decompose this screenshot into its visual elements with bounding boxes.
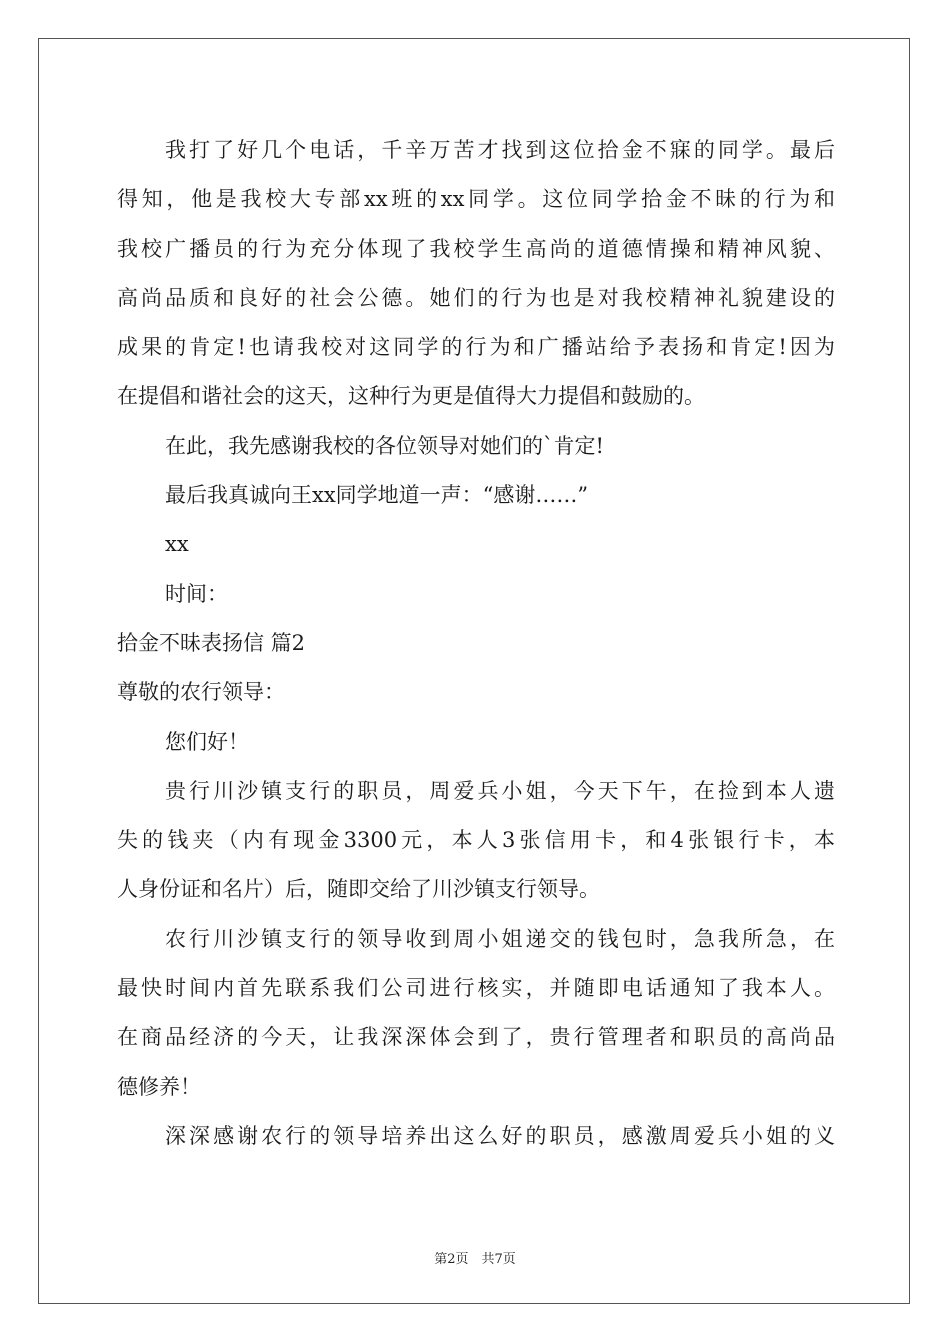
text-line: 农行川沙镇支行的领导收到周小姐递交的钱包时，急我所急，在 xyxy=(165,926,835,951)
text-line: 成果的肯定!也请我校对这同学的行为和广播站给予表扬和肯定!因为 xyxy=(117,335,835,360)
text-line: 拾金不昧表扬信 篇2 xyxy=(117,630,306,655)
text-line: 时间： xyxy=(165,581,228,606)
text-line: 在提倡和谐社会的这天，这种行为更是值得大力提倡和鼓励的。 xyxy=(117,384,705,409)
text-line: 在此，我先感谢我校的各位领导对她们的`肯定! xyxy=(165,433,604,458)
page-footer: 第2页 共7页 xyxy=(434,1252,516,1267)
text-line: 人身份证和名片）后，随即交给了川沙镇支行领导。 xyxy=(117,877,600,902)
text-line: 德修养！ xyxy=(117,1074,201,1099)
text-line: xx xyxy=(165,532,189,557)
document-body xyxy=(117,126,835,1161)
text-line: 最快时间内首先联系我们公司进行核实，并随即电话通知了我本人。 xyxy=(117,976,835,1001)
text-line: 得知，他是我校大专部xx班的xx同学。这位同学拾金不昧的行为和 xyxy=(117,187,835,212)
text-line: 我打了好几个电话，千辛万苦才找到这位拾金不寐的同学。最后 xyxy=(165,138,835,162)
text-line: 您们好！ xyxy=(165,729,249,754)
text-line: 贵行川沙镇支行的职员，周爱兵小姐，今天下午，在捡到本人遗 xyxy=(165,778,835,803)
text-line: 我校广播员的行为充分体现了我校学生高尚的道德情操和精神风貌、 xyxy=(117,236,835,261)
text-line: 深深感谢农行的领导培养出这么好的职员，感激周爱兵小姐的义 xyxy=(165,1123,835,1148)
text-line: 最后我真诚向王xx同学地道一声：“感谢……” xyxy=(165,483,589,508)
text-line: 失的钱夹（内有现金3300元，本人3张信用卡，和4张银行卡，本 xyxy=(117,828,835,853)
text-line: 尊敬的农行领导： xyxy=(117,680,285,705)
text-line: 在商品经济的今天，让我深深体会到了，贵行管理者和职员的高尚品 xyxy=(117,1025,835,1050)
text-line: 高尚品质和良好的社会公德。她们的行为也是对我校精神礼貌建设的 xyxy=(117,285,835,310)
